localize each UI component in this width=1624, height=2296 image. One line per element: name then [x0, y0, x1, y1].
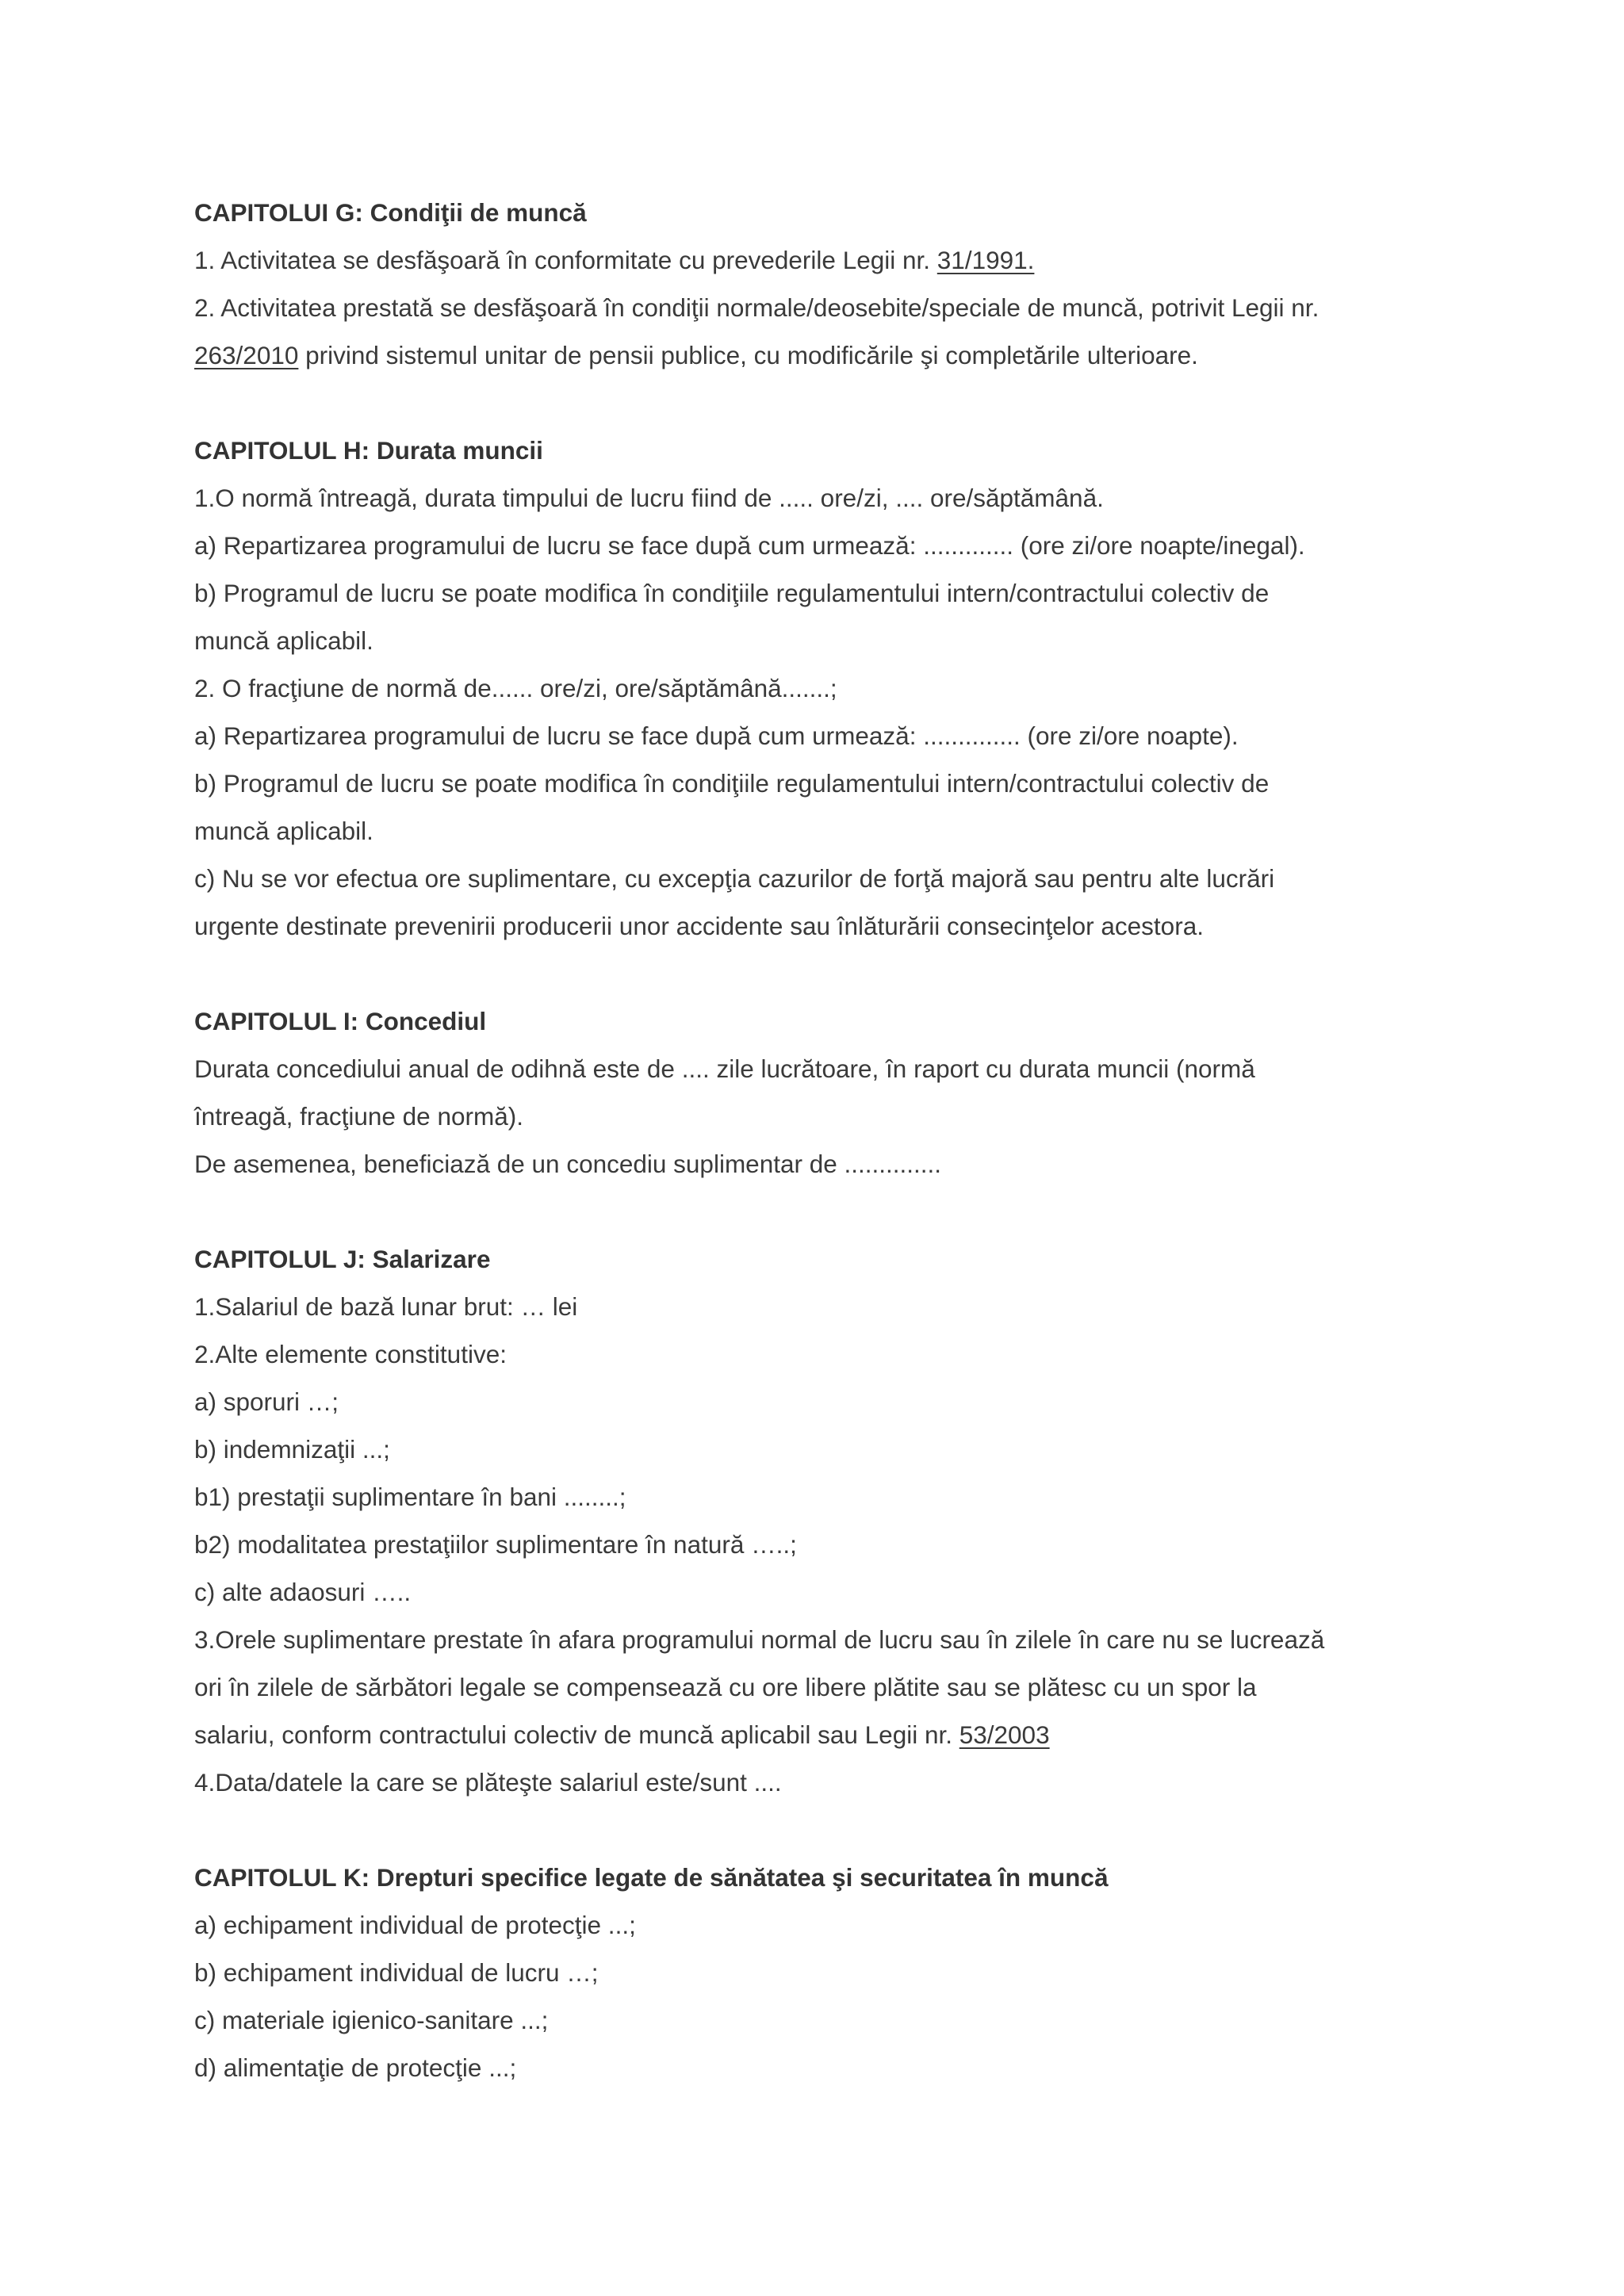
- section-spacer: [194, 379, 1463, 427]
- chapter-h-line: b) Programul de lucru se poate modifica în condiţiile regulamentului intern/contractului colectiv de: [194, 579, 1270, 607]
- chapter-j-p4: 4.Data/datele la care se plăteşte salariul este/sunt ....: [194, 1768, 782, 1797]
- chapter-g-paragraph-1: [194, 236, 1463, 284]
- chapter-i-line: De asemenea, beneficiază de un concediu suplimentar de ..............: [194, 1150, 942, 1178]
- chapter-k-heading: CAPITOLUL K: Drepturi specifice legate de sănătatea şi securitatea în muncă: [194, 1863, 1109, 1892]
- chapter-j-line: b2) modalitatea prestaţiilor suplimentare în natură …..;: [194, 1530, 797, 1559]
- chapter-h-line: muncă aplicabil.: [194, 626, 373, 655]
- chapter-j-heading: CAPITOLUL J: Salarizare: [194, 1245, 491, 1273]
- chapter-j-line: b) indemnizaţii ...;: [194, 1435, 390, 1464]
- chapter-j-p3-line-2: ori în zilele de sărbători legale se compensează cu ore libere plătite sau se plătesc cu un spor la: [194, 1673, 1257, 1701]
- chapter-h-line: a) Repartizarea programului de lucru se face după cum urmează: ............. (ore zi/ore noapte/inegal).: [194, 531, 1305, 560]
- chapter-k-line: c) materiale igienico-sanitare ...;: [194, 2006, 549, 2034]
- chapter-g-p1-text: 1. Activitatea se desfăşoară în conformitate cu prevederile Legii nr.: [194, 246, 937, 274]
- chapter-g-paragraph-2-line-1: 2. Activitatea prestată se desfăşoară în condiţii normale/deosebite/speciale de muncă, potrivit Legii nr.: [194, 293, 1320, 322]
- law-reference-53-2003[interactable]: 53/2003: [959, 1720, 1050, 1749]
- chapter-g-paragraph-2-line-2: [194, 331, 1463, 379]
- chapter-h-line: urgente destinate prevenirii producerii unor accidente sau înlăturării consecinţelor acestora.: [194, 912, 1204, 940]
- section-spacer: [194, 1188, 1463, 1235]
- chapter-k-line: a) echipament individual de protecţie ...;: [194, 1911, 636, 1939]
- chapter-j-line: 1.Salariul de bază lunar brut: … lei: [194, 1292, 578, 1321]
- law-reference-263-2010[interactable]: 263/2010: [194, 341, 299, 369]
- chapter-h-line: b) Programul de lucru se poate modifica în condiţiile regulamentului intern/contractului colectiv de: [194, 769, 1270, 798]
- chapter-h-line: muncă aplicabil.: [194, 817, 373, 845]
- chapter-h-line: 2. O fracţiune de normă de...... ore/zi, ore/săptămână.......;: [194, 674, 837, 702]
- chapter-j-line: c) alte adaosuri …..: [194, 1578, 412, 1606]
- chapter-g-heading: CAPITOLUI G: Condiţii de muncă: [194, 198, 587, 227]
- chapter-h-line: c) Nu se vor efectua ore suplimentare, cu excepţia cazurilor de forţă majoră sau pentru alte lucrări: [194, 864, 1275, 893]
- chapter-k-line: d) alimentaţie de protecţie ...;: [194, 2053, 517, 2082]
- chapter-j-line: a) sporuri …;: [194, 1387, 339, 1416]
- law-reference-31-1991[interactable]: 31/1991.: [936, 246, 1035, 274]
- chapter-j-line: 2.Alte elemente constitutive:: [194, 1340, 507, 1368]
- chapter-j-p3-line-1: 3.Orele suplimentare prestate în afara programului normal de lucru sau în zilele în care nu se lucrează: [194, 1625, 1325, 1654]
- chapter-g-p2-rest: privind sistemul unitar de pensii publice, cu modificările şi completările ulterioare.: [298, 341, 1198, 369]
- section-spacer: [194, 1806, 1463, 1854]
- chapter-j-p3-line-3: [194, 1711, 1463, 1758]
- chapter-h-line: 1.O normă întreagă, durata timpului de lucru fiind de ..... ore/zi, .... ore/săptămână.: [194, 484, 1104, 512]
- section-spacer: [194, 950, 1463, 997]
- chapter-j-p3-text: salariu, conform contractului colectiv de muncă aplicabil sau Legii nr.: [194, 1720, 959, 1749]
- chapter-i-heading: CAPITOLUL I: Concediul: [194, 1007, 487, 1035]
- chapter-i-line: întreagă, fracţiune de normă).: [194, 1102, 523, 1131]
- chapter-j-line: b1) prestaţii suplimentare în bani ........;: [194, 1483, 626, 1511]
- document-body: [194, 189, 1463, 2091]
- chapter-h-line: a) Repartizarea programului de lucru se face după cum urmează: .............. (ore zi/ore noapte).: [194, 721, 1239, 750]
- chapter-i-line: Durata concediului anual de odihnă este de .... zile lucrătoare, în raport cu durata muncii (normă: [194, 1054, 1255, 1083]
- chapter-k-line: b) echipament individual de lucru …;: [194, 1958, 599, 1987]
- chapter-h-heading: CAPITOLUL H: Durata muncii: [194, 436, 543, 465]
